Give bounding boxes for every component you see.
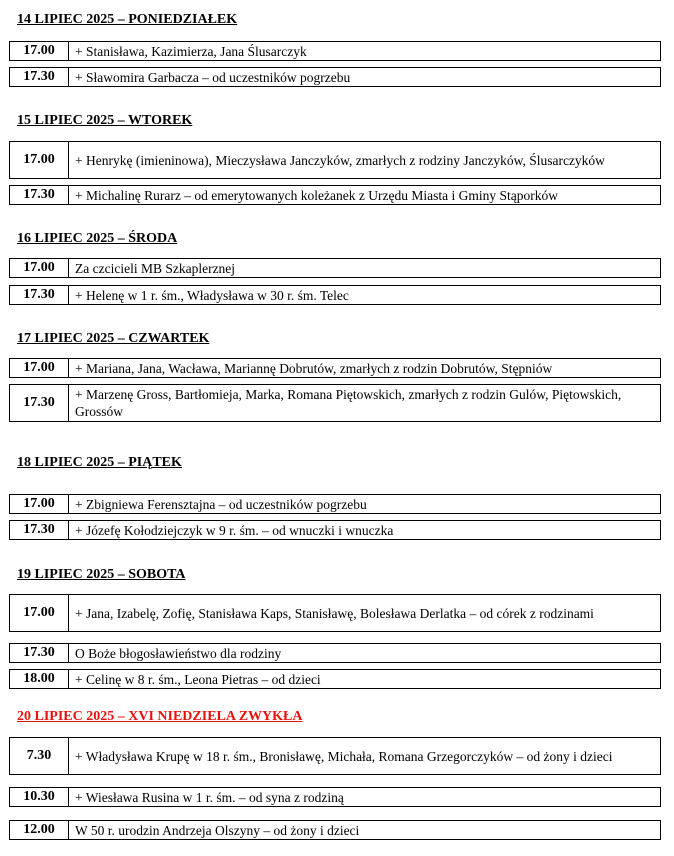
mass-time: 17.30 (10, 186, 69, 204)
day-heading: 17 LIPIEC 2025 – CZWARTEK (17, 331, 210, 346)
mass-row (9, 494, 661, 514)
mass-time: 17.30 (10, 68, 69, 86)
day-heading: 19 LIPIEC 2025 – SOBOTA (17, 567, 186, 582)
mass-time: 7.30 (10, 738, 69, 774)
mass-time: 17.30 (10, 385, 69, 421)
mass-row (9, 820, 661, 840)
mass-row (9, 67, 661, 87)
mass-time: 17.00 (10, 42, 69, 60)
mass-intention: + Celinę w 8 r. śm., Leona Pietras – od dzieci (75, 671, 321, 687)
mass-row (9, 594, 661, 632)
mass-row (9, 384, 661, 422)
mass-intention: + Władysława Krupę w 18 r. śm., Bronisławę, Michała, Romana Grzegorczyków – od żony i dzieci (75, 748, 613, 764)
mass-time: 12.00 (10, 821, 69, 839)
mass-intention: + Zbigniewa Ferensztajna – od uczestników pogrzebu (75, 496, 367, 512)
day-heading: 14 LIPIEC 2025 – PONIEDZIAŁEK (17, 12, 238, 27)
mass-row (9, 358, 661, 378)
mass-intention: + Wiesława Rusina w 1 r. śm. – od syna z rodziną (75, 789, 344, 805)
mass-row (9, 258, 661, 278)
mass-intention: + Helenę w 1 r. śm., Władysława w 30 r. śm. Telec (75, 287, 349, 303)
day-heading: 16 LIPIEC 2025 – ŚRODA (17, 231, 178, 246)
day-heading: 15 LIPIEC 2025 – WTOREK (17, 113, 193, 128)
mass-time: 17.00 (10, 495, 69, 513)
mass-intention: W 50 r. urodzin Andrzeja Olszyny – od żony i dzieci (75, 822, 360, 838)
mass-time: 10.30 (10, 788, 69, 806)
mass-row (9, 520, 661, 540)
mass-row (9, 669, 661, 689)
mass-intention: + Stanisława, Kazimierza, Jana Ślusarczyk (75, 43, 307, 59)
mass-intention: + Henrykę (imieninowa), Mieczysława Janczyków, zmarłych z rodziny Janczyków, Ślusarczyków (75, 152, 605, 168)
mass-time: 17.00 (10, 359, 69, 377)
mass-intention: + Mariana, Jana, Wacława, Mariannę Dobrutów, zmarłych z rodzin Dobrutów, Stępniów (75, 360, 553, 376)
day-heading-sunday: 20 LIPIEC 2025 – XVI NIEDZIELA ZWYKŁA (17, 709, 303, 724)
mass-row (9, 141, 661, 179)
mass-intention: + Józefę Kołodziejczyk w 9 r. śm. – od wnuczki i wnuczka (75, 522, 394, 538)
mass-row (9, 41, 661, 61)
mass-time: 17.00 (10, 595, 69, 631)
mass-time: 17.00 (10, 259, 69, 277)
day-heading: 18 LIPIEC 2025 – PIĄTEK (17, 455, 182, 470)
mass-intention: O Boże błogosławieństwo dla rodziny (75, 645, 282, 661)
mass-intention: + Jana, Izabelę, Zofię, Stanisława Kaps, Stanisławę, Bolesława Derlatka – od córek z rodzinami (75, 605, 594, 621)
mass-time: 17.30 (10, 521, 69, 539)
mass-intention: + Marzenę Gross, Bartłomieja, Marka, Romana Piętowskich, zmarłych z rodzin Gulów, Piętowskich, Grossów (75, 387, 622, 419)
mass-row (9, 643, 661, 663)
mass-time: 17.00 (10, 142, 69, 178)
mass-time: 18.00 (10, 670, 69, 688)
mass-intention: + Michalinę Rurarz – od emerytowanych koleżanek z Urzędu Miasta i Gminy Stąporków (75, 187, 558, 203)
mass-time: 17.30 (10, 644, 69, 662)
mass-time: 17.30 (10, 286, 69, 304)
mass-row (9, 737, 661, 775)
mass-row (9, 285, 661, 305)
mass-intention: + Sławomira Garbacza – od uczestników pogrzebu (75, 69, 351, 85)
mass-row (9, 787, 661, 807)
mass-row (9, 185, 661, 205)
mass-intention: Za czcicieli MB Szkaplerznej (75, 260, 236, 276)
